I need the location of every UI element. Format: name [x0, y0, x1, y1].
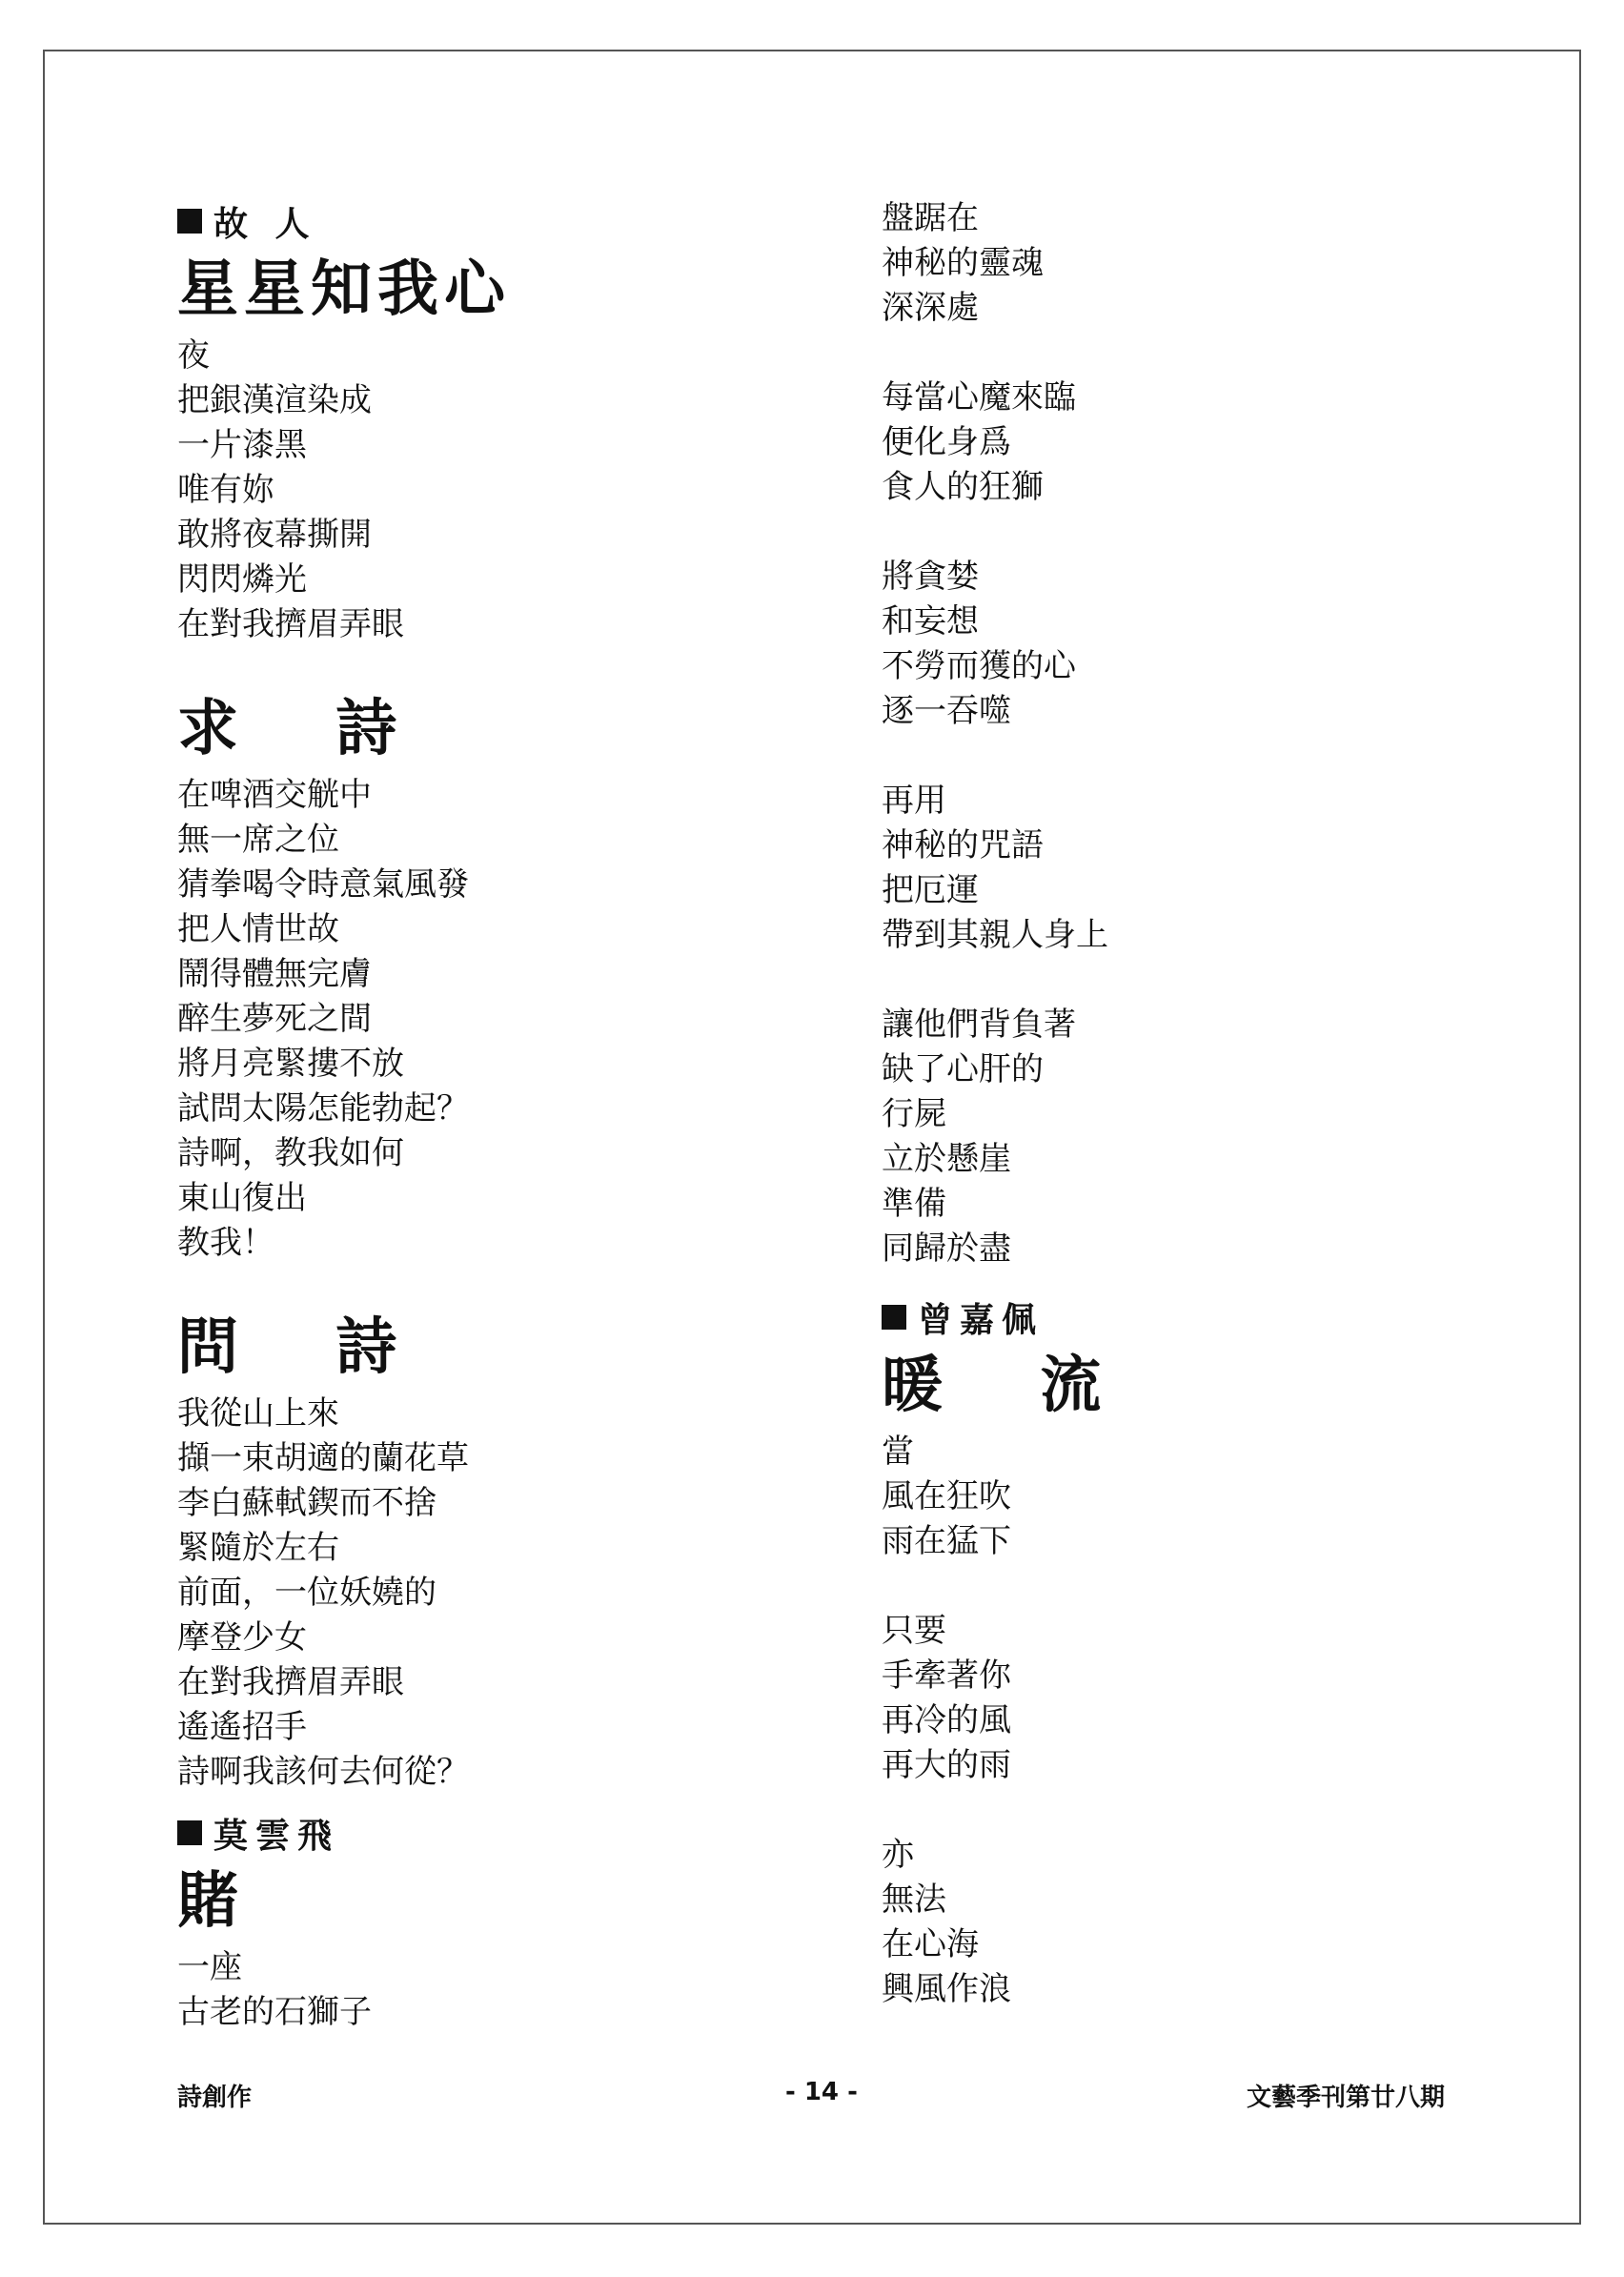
poem-line: 不勞而獲的心	[882, 647, 1076, 685]
poem-line: 亦	[882, 1836, 914, 1874]
poem-line: 讓他們背負著	[882, 1006, 1076, 1044]
poem-title: 暖 流	[882, 1350, 1140, 1421]
poem-line: 把銀漢渲染成	[177, 381, 372, 419]
poem-line: 立於懸崖	[882, 1140, 1011, 1178]
poem-line: 李白蘇軾鍥而不捨	[177, 1484, 436, 1522]
poem-line: 將貪婪	[882, 558, 979, 596]
author-heading	[177, 1808, 787, 1858]
poem-line: 詩啊我該何去何從？	[177, 1753, 469, 1791]
author-name: 曾嘉佩	[918, 1299, 1045, 1340]
author-heading	[177, 196, 787, 246]
poem-line: 無一席之位	[177, 821, 339, 859]
poem-title: 星星知我心	[177, 254, 511, 325]
poem-line: 猜拳喝令時意氣風發	[177, 865, 469, 904]
poem-line: 遙遙招手	[177, 1708, 307, 1746]
poem-line: 無法	[882, 1881, 946, 1919]
footer-section: 詩創作	[177, 2084, 253, 2112]
poem-line: 在對我擠眉弄眼	[177, 605, 404, 643]
poem-body-continued	[882, 196, 1492, 1271]
poem-line: 只要	[882, 1612, 946, 1650]
poem-line: 一片漆黑	[177, 426, 307, 464]
poem-line: 同歸於盡	[882, 1230, 1011, 1268]
poem-line: 缺了心肝的	[882, 1050, 1044, 1088]
poem-line: 神秘的咒語	[882, 826, 1044, 864]
poem-body	[177, 334, 787, 647]
poem-line: 我從山上來	[177, 1394, 339, 1433]
poem-title: 賭	[177, 1865, 244, 1937]
poem-line: 閃閃燐光	[177, 560, 307, 599]
poem-line: 準備	[882, 1185, 946, 1223]
poem-line: 摩登少女	[177, 1618, 307, 1657]
poem-line: 行屍	[882, 1095, 946, 1133]
square-bullet-icon	[177, 1820, 202, 1845]
poem-line: 手牽著你	[882, 1657, 1011, 1695]
poem-line: 再冷的風	[882, 1701, 1011, 1739]
poem-line: 再大的雨	[882, 1746, 1011, 1784]
poem-line: 教我！	[177, 1224, 274, 1262]
page-number: - 14 -	[785, 2078, 858, 2106]
poem-body	[177, 773, 787, 1266]
poem-line: 東山復出	[177, 1179, 307, 1217]
author-name: 故 人	[213, 203, 317, 244]
poem-line: 便化身爲	[882, 423, 1011, 461]
poem-line: 風在狂吹	[882, 1477, 1011, 1515]
poem-line: 鬧得體無完膚	[177, 955, 372, 993]
poem-line: 古老的石獅子	[177, 1993, 372, 2031]
poem-line: 再用	[882, 782, 946, 820]
poem-line: 每當心魔來臨	[882, 378, 1076, 417]
poem-line: 在對我擠眉弄眼	[177, 1663, 404, 1701]
poem-line: 雨在猛下	[882, 1522, 1011, 1560]
poem-line: 夜	[177, 336, 210, 375]
square-bullet-icon	[177, 209, 202, 234]
poem-line: 和妄想	[882, 602, 979, 640]
poem-line: 神秘的靈魂	[882, 244, 1044, 282]
poem-line: 盤踞在	[882, 199, 979, 237]
poem-line: 擷一束胡適的蘭花草	[177, 1439, 469, 1477]
poem-line: 試問太陽怎能勃起？	[177, 1089, 469, 1128]
poem-line: 當	[882, 1433, 914, 1471]
poem-line: 詩啊，教我如何	[177, 1134, 404, 1172]
left-column	[177, 196, 787, 2035]
poem-line: 帶到其親人身上	[882, 916, 1108, 954]
poem-line: 一座	[177, 1948, 242, 1986]
poem-line: 醉生夢死之間	[177, 1000, 372, 1038]
poem-title: 求 詩	[177, 693, 436, 764]
author-name: 莫雲飛	[213, 1815, 340, 1856]
poem-line: 深深處	[882, 289, 979, 327]
square-bullet-icon	[882, 1305, 906, 1330]
poem-line: 在啤酒交觥中	[177, 776, 372, 814]
poem-line: 唯有妳	[177, 471, 274, 509]
poem-line: 緊隨於左右	[177, 1529, 339, 1567]
poem-title: 問 詩	[177, 1311, 436, 1383]
poem-body	[177, 1392, 787, 1795]
poem-line: 敢將夜幕撕開	[177, 516, 372, 554]
poem-body	[882, 1430, 1492, 2012]
poem-line: 把人情世故	[177, 910, 339, 948]
author-heading	[882, 1292, 1492, 1342]
poem-line: 興風作浪	[882, 1970, 1011, 2008]
poem-line: 在心海	[882, 1925, 979, 1963]
poem-line: 將月亮緊摟不放	[177, 1045, 404, 1083]
poem-line: 逐一吞噬	[882, 692, 1011, 730]
right-column	[882, 196, 1492, 2012]
poem-line: 前面，一位妖嬈的	[177, 1574, 436, 1612]
footer-journal: 文藝季刊第廿八期	[1247, 2084, 1446, 2112]
poem-body	[177, 1945, 787, 2035]
poem-line: 食人的狂獅	[882, 468, 1044, 506]
poem-line: 把厄運	[882, 871, 979, 909]
